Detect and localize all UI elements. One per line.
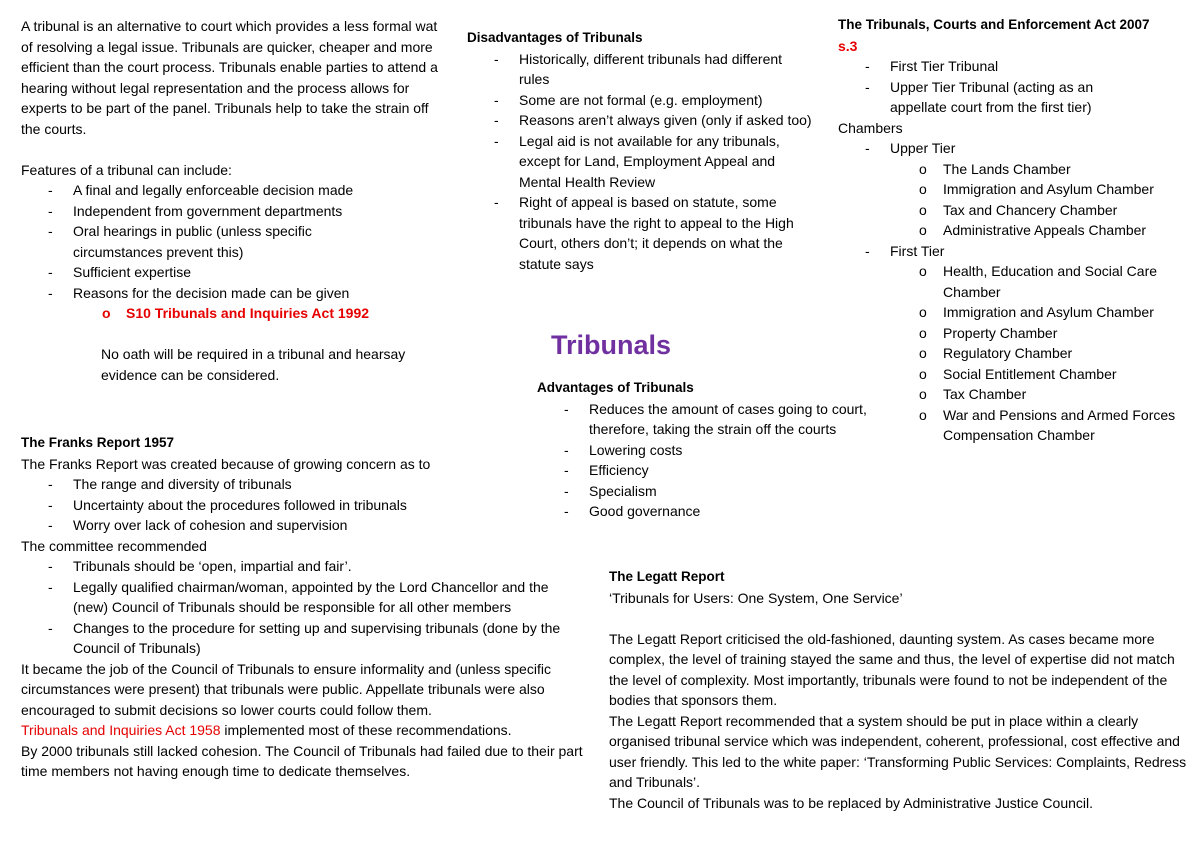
disadvantages-list (467, 49, 812, 275)
list-item: - Some are not formal (e.g. employment) (467, 90, 812, 111)
franks-section (21, 433, 586, 782)
list-item: - Upper Tier Tribunal (acting as an appellate court from the first tier) (838, 77, 1193, 118)
first-tier-label: - First Tier (838, 241, 1193, 262)
list-item: - Independent from government departments (21, 201, 451, 222)
list-item: - A final and legally enforceable decision made (21, 180, 451, 201)
list-item: o War and Pensions and Armed Forces Compensation Chamber (893, 405, 1193, 446)
tcea-tiers-list (838, 56, 1193, 118)
list-item: - Efficiency (537, 460, 877, 481)
legatt-section (609, 567, 1191, 813)
list-item: - Sufficient expertise (21, 262, 451, 283)
list-item: o Immigration and Asylum Chamber (893, 302, 1193, 323)
list-item: - Changes to the procedure for setting up and supervising tribunals (done by the Council of Tribunals) (21, 618, 586, 659)
franks-heading: The Franks Report 1957 (21, 435, 175, 450)
features-list (21, 180, 451, 303)
list-item: - Reasons aren’t always given (only if asked too) (467, 110, 812, 131)
list-item: o Regulatory Chamber (893, 343, 1193, 364)
intro-section (21, 16, 451, 385)
list-item: - Good governance (537, 501, 877, 522)
list-item: - Oral hearings in public (unless specific circumstances prevent this) (21, 221, 451, 262)
tcea-heading: The Tribunals, Courts and Enforcement Act 2007 (838, 17, 1150, 32)
list-item: - Legal aid is not available for any tribunals, except for Land, Employment Appeal and Mental Health Review (467, 131, 812, 193)
statute-reference: o S10 Tribunals and Inquiries Act 1992 (76, 303, 451, 324)
act-1958-text: implemented most of these recommendations. (220, 722, 512, 738)
features-heading: Features of a tribunal can include: (21, 161, 232, 178)
advantages-heading: Advantages of Tribunals (537, 380, 694, 395)
advantages-section (537, 378, 877, 522)
intro-paragraph: A tribunal is an alternative to court which provides a less formal wat of resolving a legal issue. Tribunals are quicker, cheaper and more efficient than the court process. Tribunals enable parties to attend a hearing without legal representation and the process allows for experts to be part of the panel. Tribunals help to take the strain off the courts. (21, 18, 438, 137)
upper-chambers-list (893, 159, 1193, 241)
list-item: - The range and diversity of tribunals (21, 474, 586, 495)
list-item: - Historically, different tribunals had different rules (467, 49, 812, 90)
list-item: - Tribunals should be ‘open, impartial and fair’. (21, 556, 586, 577)
oath-note: No oath will be required in a tribunal and hearsay evidence can be considered. (101, 346, 406, 383)
list-item: o Health, Education and Social Care Chamber (893, 261, 1193, 302)
first-chambers-list (893, 261, 1193, 446)
franks-concerns-list (21, 474, 586, 536)
list-item: - Uncertainty about the procedures followed in tribunals (21, 495, 586, 516)
upper-tier-label: - Upper Tier (838, 138, 1193, 159)
list-item: - Right of appeal is based on statute, some tribunals have the right to appeal to the High Court, others don’t; it depends on what the statute says (467, 192, 812, 274)
tcea-section-ref: s.3 (838, 37, 858, 54)
advantages-list (537, 399, 877, 522)
page-title: Tribunals (551, 330, 672, 360)
legatt-heading: The Legatt Report (609, 569, 725, 584)
legatt-paragraph-2: The Legatt Report recommended that a system should be put in place within a clearly organised tribunal service which was independent, coherent, professional, cost effective and user friendly. This led to the white paper: ‘Transforming Public Services: Complaints, Redress and Tribunals’. (609, 712, 1187, 790)
council-paragraph: It became the job of the Council of Tribunals to ensure informality and (unless specific circumstances were present) that tribunals were public. Appellate tribunals were also encouraged to submit decisions so lower courts could follow them. (21, 660, 551, 718)
act-1958-reference: Tribunals and Inquiries Act 1958 (21, 722, 221, 738)
list-item: o Property Chamber (893, 323, 1193, 344)
franks-recommendations-list (21, 556, 586, 659)
list-item: o Tax Chamber (893, 384, 1193, 405)
list-item: - Worry over lack of cohesion and supervision (21, 515, 586, 536)
list-item: - Legally qualified chairman/woman, appointed by the Lord Chancellor and the (new) Council of Tribunals should be responsible for all other members (21, 577, 586, 618)
legatt-paragraph-3: The Council of Tribunals was to be replaced by Administrative Justice Council. (609, 794, 1094, 811)
disadvantages-heading: Disadvantages of Tribunals (467, 30, 643, 45)
franks-lead: The Franks Report was created because of growing concern as to (21, 455, 431, 472)
list-item: - Lowering costs (537, 440, 877, 461)
list-item: o Administrative Appeals Chamber (893, 220, 1193, 241)
list-item: - First Tier Tribunal (838, 56, 1193, 77)
list-item: - Specialism (537, 481, 877, 502)
list-item: - Reasons for the decision made can be given (21, 283, 451, 304)
list-item: - Reduces the amount of cases going to court, therefore, taking the strain off the courts (537, 399, 877, 440)
tcea-section (838, 15, 1193, 446)
legatt-paragraph-1: The Legatt Report criticised the old-fashioned, daunting system. As cases became more complex, the level of training stayed the same and thus, the level of expertise did not match the level of complexity. Most importantly, tribunals were found to not be independent of the bodies that sponsors them. (609, 630, 1175, 708)
franks-rec-lead: The committee recommended (21, 537, 207, 554)
features-sublist (76, 303, 451, 324)
upper-tier-group (838, 138, 1193, 159)
list-item: o The Lands Chamber (893, 159, 1193, 180)
list-item: o Tax and Chancery Chamber (893, 200, 1193, 221)
list-item: o Social Entitlement Chamber (893, 364, 1193, 385)
chambers-label: Chambers (838, 119, 903, 136)
first-tier-group (838, 241, 1193, 262)
list-item: o Immigration and Asylum Chamber (893, 179, 1193, 200)
act-1958-paragraph (21, 720, 586, 741)
franks-closing: By 2000 tribunals still lacked cohesion. The Council of Tribunals had failed due to their part time members not having enough time to dedicate themselves. (21, 742, 583, 779)
disadvantages-section (467, 28, 812, 274)
legatt-subtitle: ‘Tribunals for Users: One System, One Service’ (609, 589, 903, 606)
